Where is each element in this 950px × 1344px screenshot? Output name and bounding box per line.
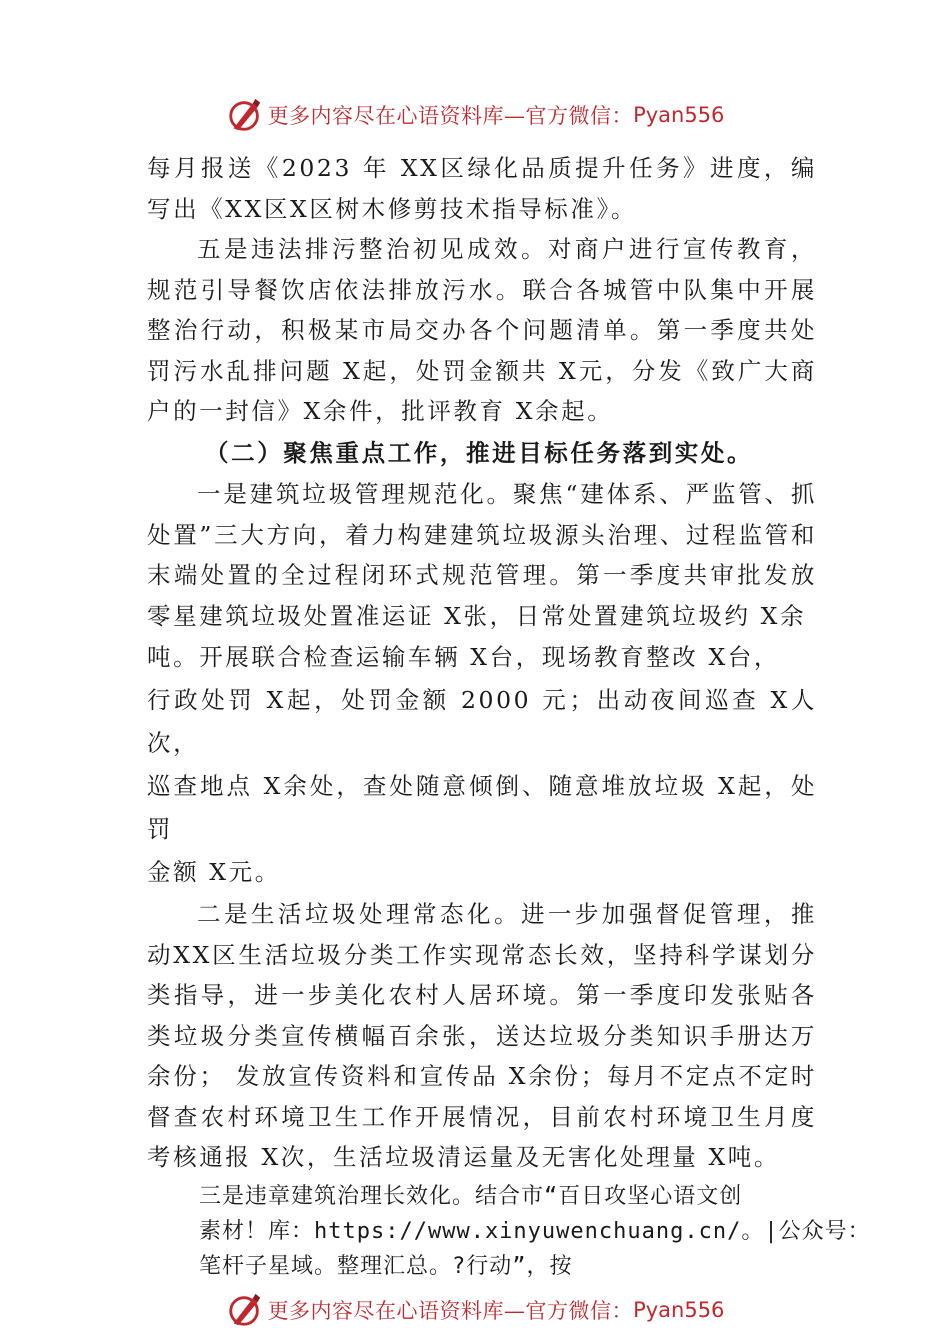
document-body [147, 148, 871, 1283]
paragraph-construction-waste: 一是建筑垃圾管理规范化。聚焦“建体系、严监管、抓处置”三大方向，着力构建建筑垃圾源头治理、过程监管和末端处置的全过程闭环式规范管理。第一季度共审批发放零星建筑垃圾处置准运证 X张，日常处置建筑垃圾约 X余 [147, 480, 817, 630]
paragraph-construction-waste-line: 金额 X元。 [147, 858, 281, 886]
footer-banner-text: 更多内容尽在心语资料库—官方微信： [267, 1299, 634, 1323]
header-banner [0, 95, 950, 135]
footer-banner [0, 1290, 950, 1330]
paragraph-watermark-line: 素材！库：https://www.xinyuwenchuang.cn/。|公众号： [199, 1218, 871, 1244]
paragraph-construction-waste-line: 行政处罚 X起，处罚金额 2000 元；出动夜间巡查 X人次， [147, 686, 817, 757]
paragraph-household-waste: 二是生活垃圾处理常态化。进一步加强督促管理，推动XX区生活垃圾分类工作实现常态长效，坚持科学谋划分类指导，进一步美化农村人居环境。第一季度印发张贴各类垃圾分类宣传横幅百余张，送达垃圾分类知识手册达万余份； 发放宣传资料和宣传品 X余份；每月不定点不定时督查农村环境卫生工作开展情况，目前农村环境卫生月度考核通报 X次，生活垃圾清运量及无害化处理量 X吨。 [147, 900, 817, 1171]
paragraph-progress-report: 每月报送《2023 年 XX区绿化品质提升任务》进度，编写出《XX区X区树木修剪技术指导标准》。 [147, 154, 817, 223]
paragraph-watermark-line: 笔杆子星域。整理汇总。?行动”，按 [199, 1253, 573, 1279]
paragraph-construction-waste-line: 巡查地点 X余处，查处随意倾倒、随意堆放垃圾 X起，处罚 [147, 772, 817, 843]
paragraph-construction-waste-line: 吨。开展联合检查运输车辆 X台，现场教育整改 X台， [147, 643, 780, 671]
header-banner-text: 更多内容尽在心语资料库—官方微信： [267, 104, 634, 128]
header-wechat-id: Pyan556 [633, 103, 725, 127]
paragraph-pollution-control: 五是违法排污整治初见成效。对商户进行宣传教育，规范引导餐饮店依法排放污水。联合各城管中队集中开展整治行动，积极某市局交办各个问题清单。第一季度共处罚污水乱排问题 X起，处罚金额共 X元，分发《致广大商户的一封信》X余件，批评教育 X余起。 [147, 235, 817, 425]
section-heading: （二）聚焦重点工作，推进目标任务落到实处。 [205, 438, 754, 467]
paragraph-illegal-building: 三是违章建筑治理长效化。结合市“百日攻坚心语文创 [199, 1183, 743, 1209]
brush-logo-icon [226, 96, 264, 134]
footer-wechat-id: Pyan556 [633, 1298, 725, 1322]
brush-logo-icon [226, 1291, 264, 1329]
